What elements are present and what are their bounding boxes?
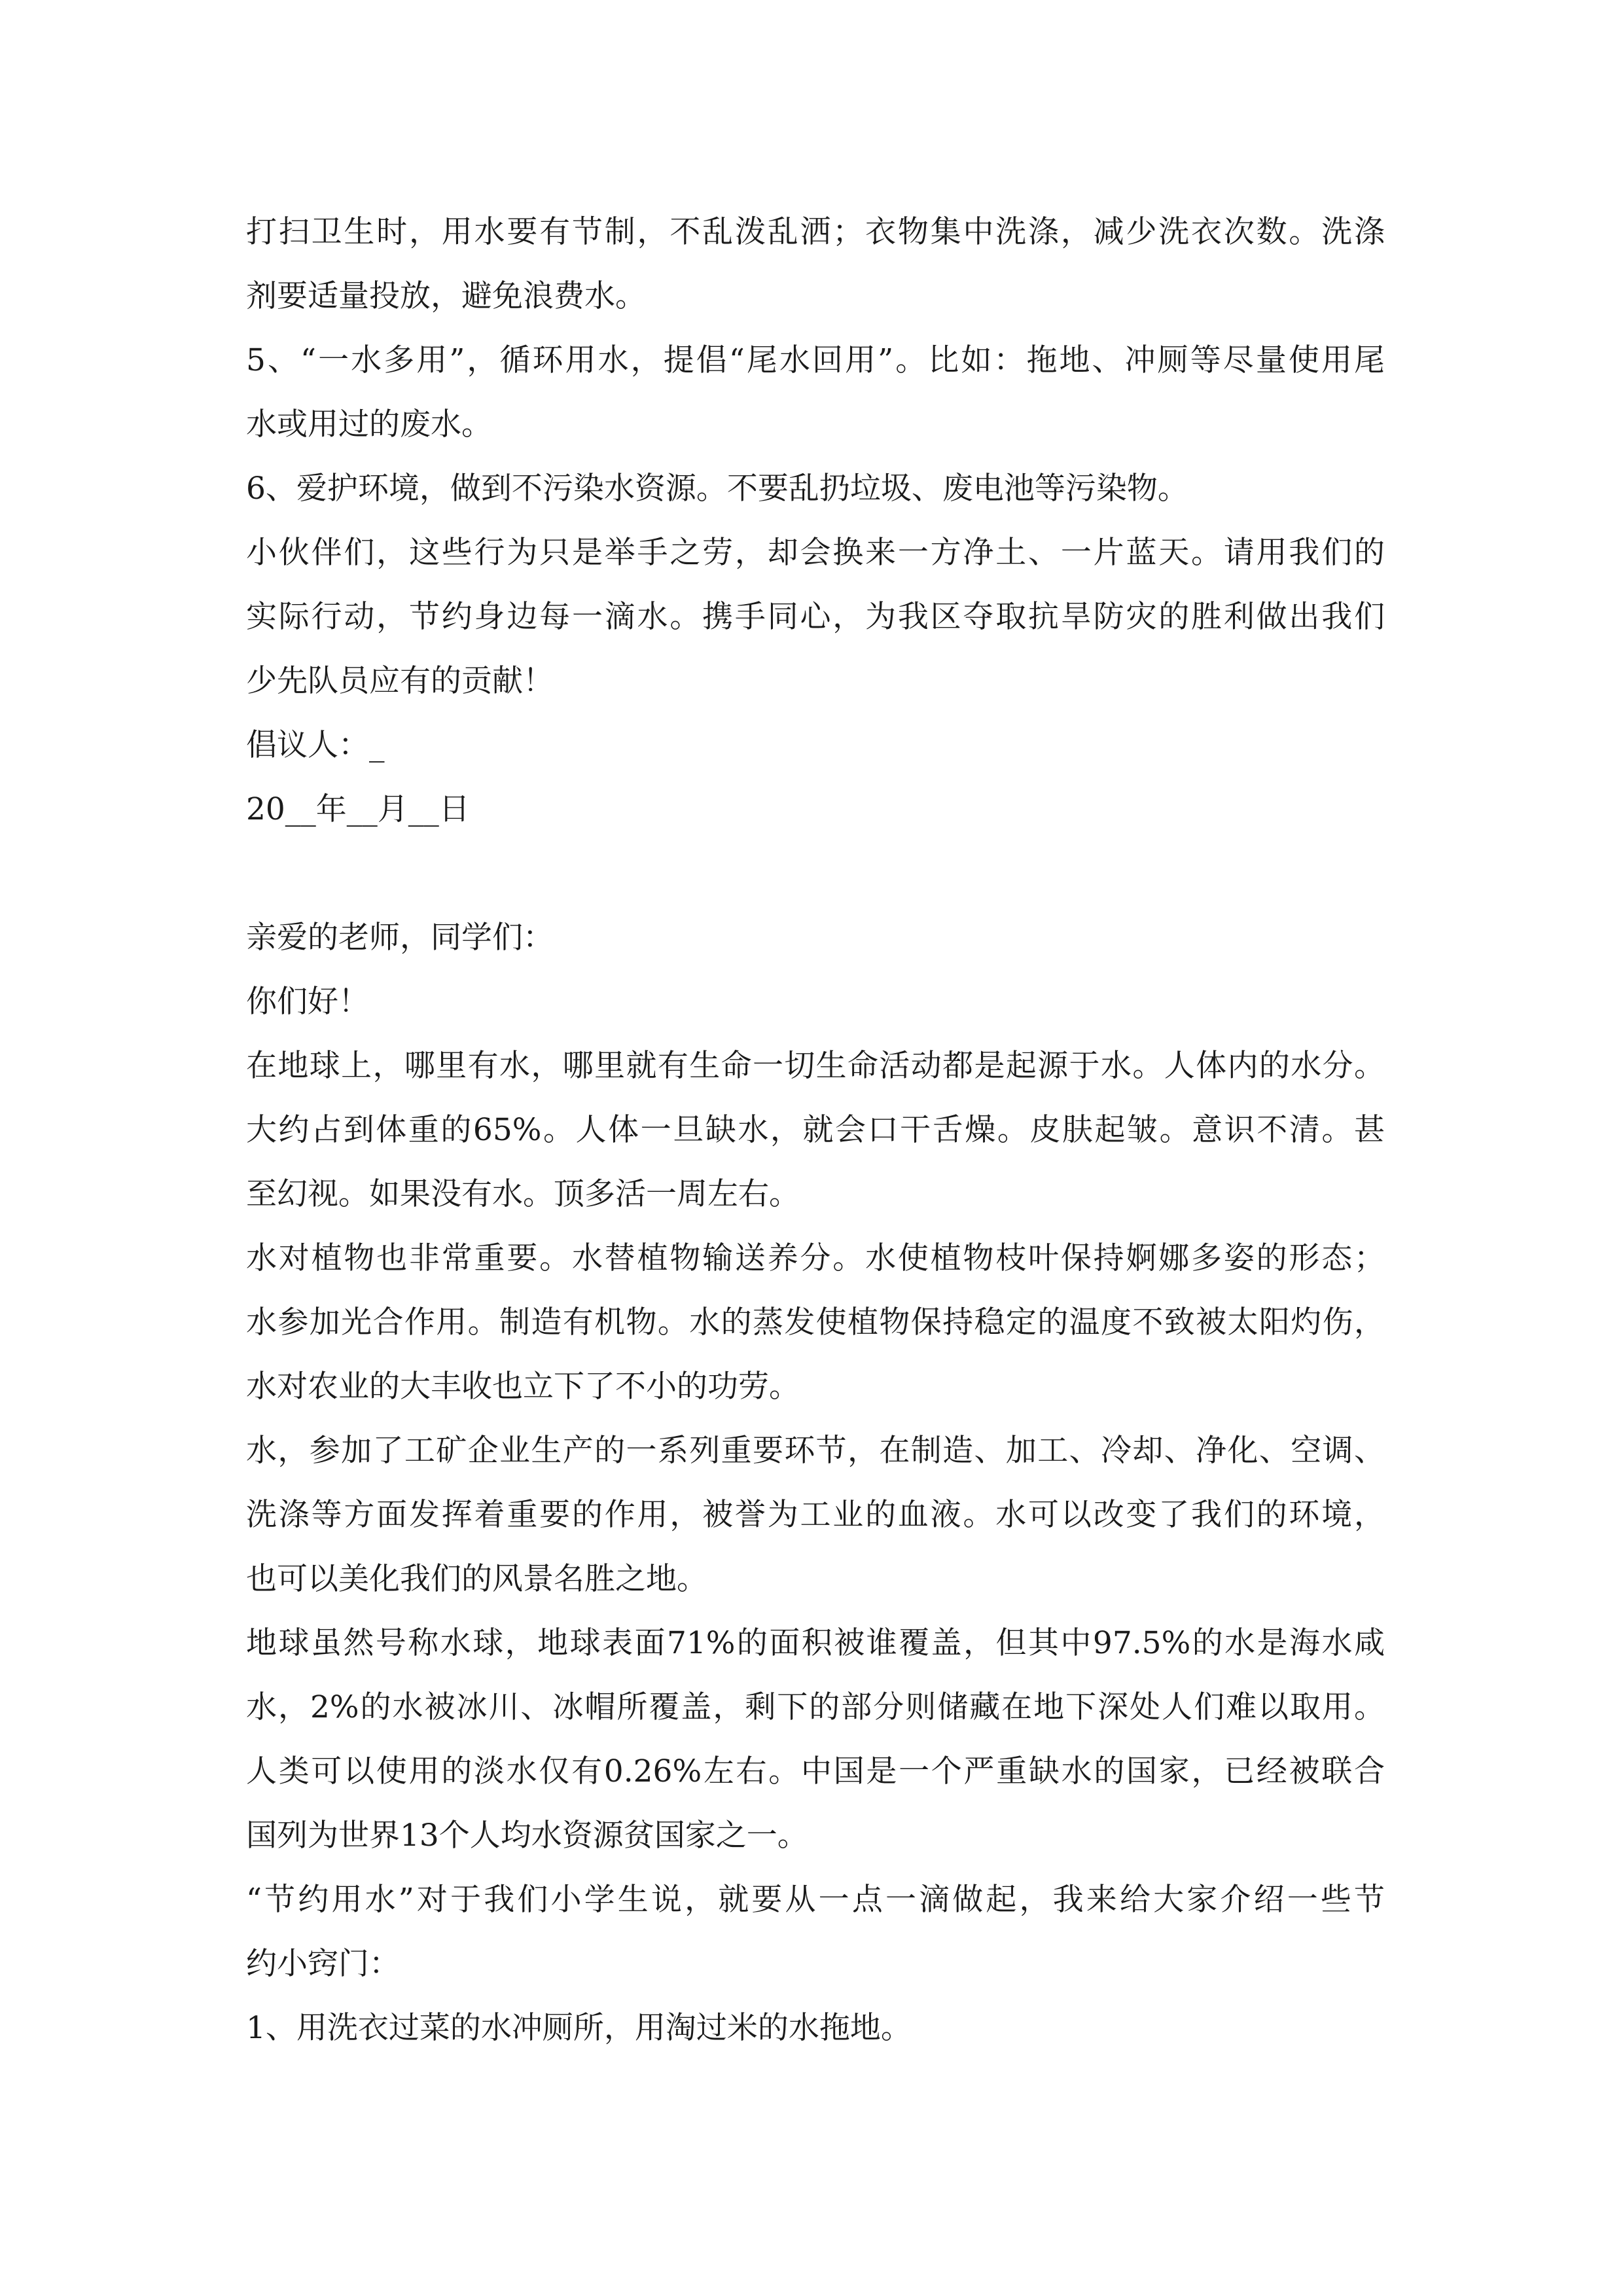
- list-item: 1、用洗衣过菜的水冲厕所，用淘过米的水拖地。: [246, 2010, 912, 2046]
- paragraph-line: 少先队员应有的贡献！: [246, 663, 554, 699]
- greeting-line: 你们好！: [246, 984, 369, 1020]
- paragraph-line: 至幻视。如果没有水。顶多活一周左右。: [246, 1176, 800, 1212]
- paragraph-line: 人类可以使用的淡水仅有0.26%左右。中国是一个严重缺水的国家，已经被联合: [246, 1753, 1385, 1789]
- paragraph-line: 水参加光合作用。制造有机物。水的蒸发使植物保持稳定的温度不致被太阳灼伤，: [246, 1304, 1385, 1340]
- paragraph-line: 6、爱护环境，做到不污染水资源。不要乱扔垃圾、废电池等污染物。: [246, 471, 1188, 507]
- paragraph-line: 洗涤等方面发挥着重要的作用，被誉为工业的血液。水可以改变了我们的环境，: [246, 1497, 1385, 1533]
- paragraph-line: 水对农业的大丰收也立下了不小的功劳。: [246, 1369, 800, 1405]
- date-line: 20__年__月__日: [246, 791, 470, 827]
- paragraph-line: 大约占到体重的65%。人体一旦缺水，就会口干舌燥。皮肤起皱。意识不清。甚: [246, 1112, 1385, 1148]
- paragraph-line: 打扫卫生时，用水要有节制，不乱泼乱洒；衣物集中洗涤，减少洗衣次数。洗涤: [246, 214, 1385, 250]
- text-body: [246, 200, 1385, 2060]
- paragraph-line: 剂要适量投放，避免浪费水。: [246, 278, 646, 314]
- paragraph-line: 实际行动，节约身边每一滴水。携手同心，为我区夺取抗旱防灾的胜利做出我们: [246, 599, 1385, 635]
- section-gap: [246, 842, 1385, 906]
- paragraph-line: 5、“一水多用”，循环用水，提倡“尾水回用”。比如：拖地、冲厕等尽量使用尾: [246, 342, 1385, 378]
- paragraph-line: 小伙伴们，这些行为只是举手之劳，却会换来一方净土、一片蓝天。请用我们的: [246, 535, 1385, 571]
- paragraph-line: 水或用过的废水。: [246, 406, 492, 442]
- paragraph-line: 约小窍门：: [246, 1946, 400, 1982]
- paragraph-line: 地球虽然号称水球，地球表面71%的面积被谁覆盖，但其中97.5%的水是海水咸: [246, 1625, 1385, 1661]
- paragraph-line: 在地球上，哪里有水，哪里就有生命一切生命活动都是起源于水。人体内的水分。: [246, 1048, 1385, 1084]
- paragraph-line: 水，参加了工矿企业生产的一系列重要环节，在制造、加工、冷却、净化、空调、: [246, 1433, 1385, 1469]
- paragraph-line: 水对植物也非常重要。水替植物输送养分。水使植物枝叶保持婀娜多姿的形态；: [246, 1240, 1385, 1276]
- paragraph-line: “节约用水”对于我们小学生说，就要从一点一滴做起，我来给大家介绍一些节: [246, 1882, 1385, 1918]
- paragraph-line: 水，2%的水被冰川、冰帽所覆盖，剩下的部分则储藏在地下深处人们难以取用。: [246, 1689, 1385, 1725]
- paragraph-line: 也可以美化我们的风景名胜之地。: [246, 1561, 707, 1597]
- signature-line: 倡议人：_: [246, 727, 385, 763]
- salutation-line: 亲爱的老师，同学们：: [246, 920, 554, 956]
- paragraph-line: 国列为世界13个人均水资源贫国家之一。: [246, 1818, 808, 1854]
